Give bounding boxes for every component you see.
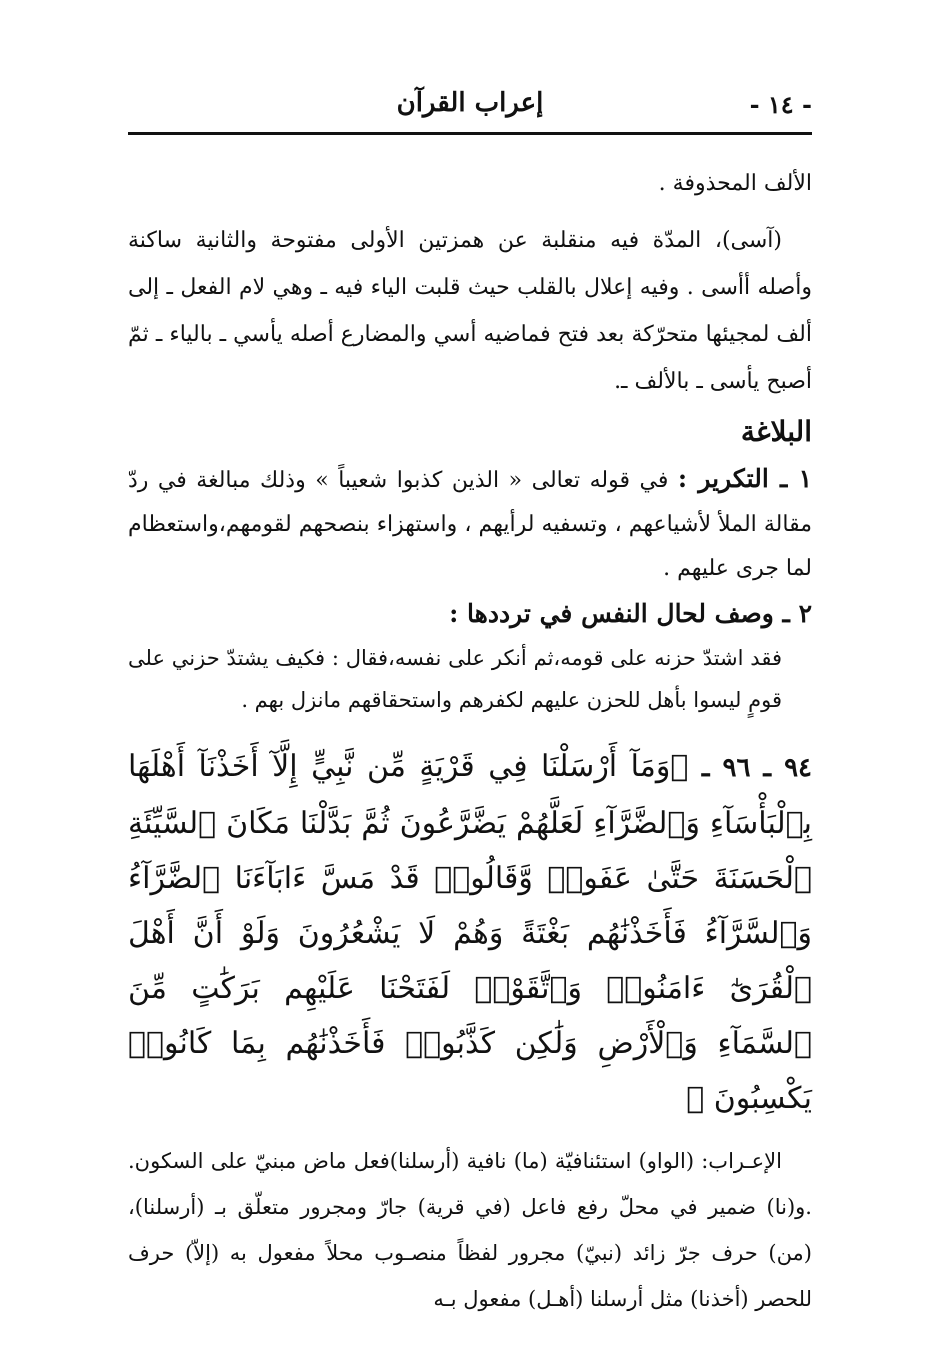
balagha-item-1 <box>128 457 812 591</box>
page-header <box>128 84 812 128</box>
quran-verse <box>128 739 812 1126</box>
balagha-item-2-text: فقد اشتدّ حزنه على قومه،ثم أنكر على نفسه،فقال : فكيف يشتدّ حزني على قومٍ ليسوا بأهل للحزن عليهم لكفرهم واستحقاقهم مانزل بهم . <box>128 646 782 712</box>
balagha-item-1-label: ١ ـ التكرير : <box>677 464 812 493</box>
verse-number: ٩٤ ـ ٩٦ ـ <box>701 753 812 783</box>
section-title-balagha: البلاغة <box>740 415 812 448</box>
running-title: إعراب القرآن <box>396 88 544 118</box>
page-number: - ١٤ - <box>749 90 812 119</box>
verse-text: ﴿وَمَآ أَرْسَلْنَا فِي قَرْيَةٍ مِّن نَّبِيٍّ إِلَّآ أَخَذْنَآ أَهْلَهَا بِٱلْبَأْسَآءِ وَٱلضَّرَّآءِ لَعَلَّهُمْ يَضَّرَّعُونَ ثُمَّ بَدَّلْنَا مَكَانَ ٱلسَّيِّئَةِ ٱلْحَسَنَةَ حَتَّىٰ عَفَوا۟ وَّقَالُوا۟ قَدْ مَسَّ ءَابَآءَنَا ٱلضَّرَّآءُ وَٱلسَّرَّآءُ فَأَخَذْنَٰهُم بَغْتَةً وَهُمْ لَا يَشْعُرُونَ وَلَوْ أَنَّ أَهْلَ ٱلْقُرَىٰٓ ءَامَنُوا۟ وَٱتَّقَوْا۟ لَفَتَحْنَا عَلَيْهِم بَرَكَٰتٍ مِّنَ ٱلسَّمَآءِ وَٱلْأَرْضِ وَلَٰكِن كَذَّبُوا۟ فَأَخَذْنَٰهُم بِمَا كَانُوا۟ يَكْسِبُونَ ﴾ <box>128 749 812 1116</box>
balagha-item-2-label: ٢ ـ وصف لحال النفس في ترددها : <box>449 599 812 628</box>
irab-paragraph: الإعـراب: (الواو) استئنافيّة (ما) نافية (أرسلنا)فعل ماض مبنيّ على السكون. .و(نا) ضمير في محلّ رفع فاعل (في قرية) جارّ ومجرور متعلّق بـ (أرسلنا)، (من) حرف جرّ زائد (نبيّ) مجرور لفظاً منصـوب محلاً مفعول به (إلاّ) حرف للحصر (أخذنا) مثل أرسلنا (أهـل) مفعول بـه <box>128 1149 812 1311</box>
header-rule <box>128 132 812 135</box>
balagha-item-1-text: في قوله تعالى « الذين كذبوا شعيباً » وذلك مبالغة في ردّ مقالة الملأ لأشياعهم ، وتسفيه لرأيهم ، واستهزاء بنصحهم لقومهم،واستعظام لما جرى عليهم . <box>128 468 812 581</box>
paragraph-1: الألف المحذوفة . <box>658 171 812 196</box>
page-body <box>128 160 812 1322</box>
paragraph-2: (آسى)، المدّة فيه منقلبة عن همزتين الأولى مفتوحة والثانية ساكنة وأصله أأسى . وفيه إعلال بالقلب حيث قلبت الياء فيه ـ وهي لام الفعل ـ إلى ألف لمجيئها متحرّكة بعد فتح فماضيه أسي والمضارع أصله يأسي ـ بالياء ـ ثمّ أصبح يأسى ـ بالألف ـ. <box>128 228 812 394</box>
